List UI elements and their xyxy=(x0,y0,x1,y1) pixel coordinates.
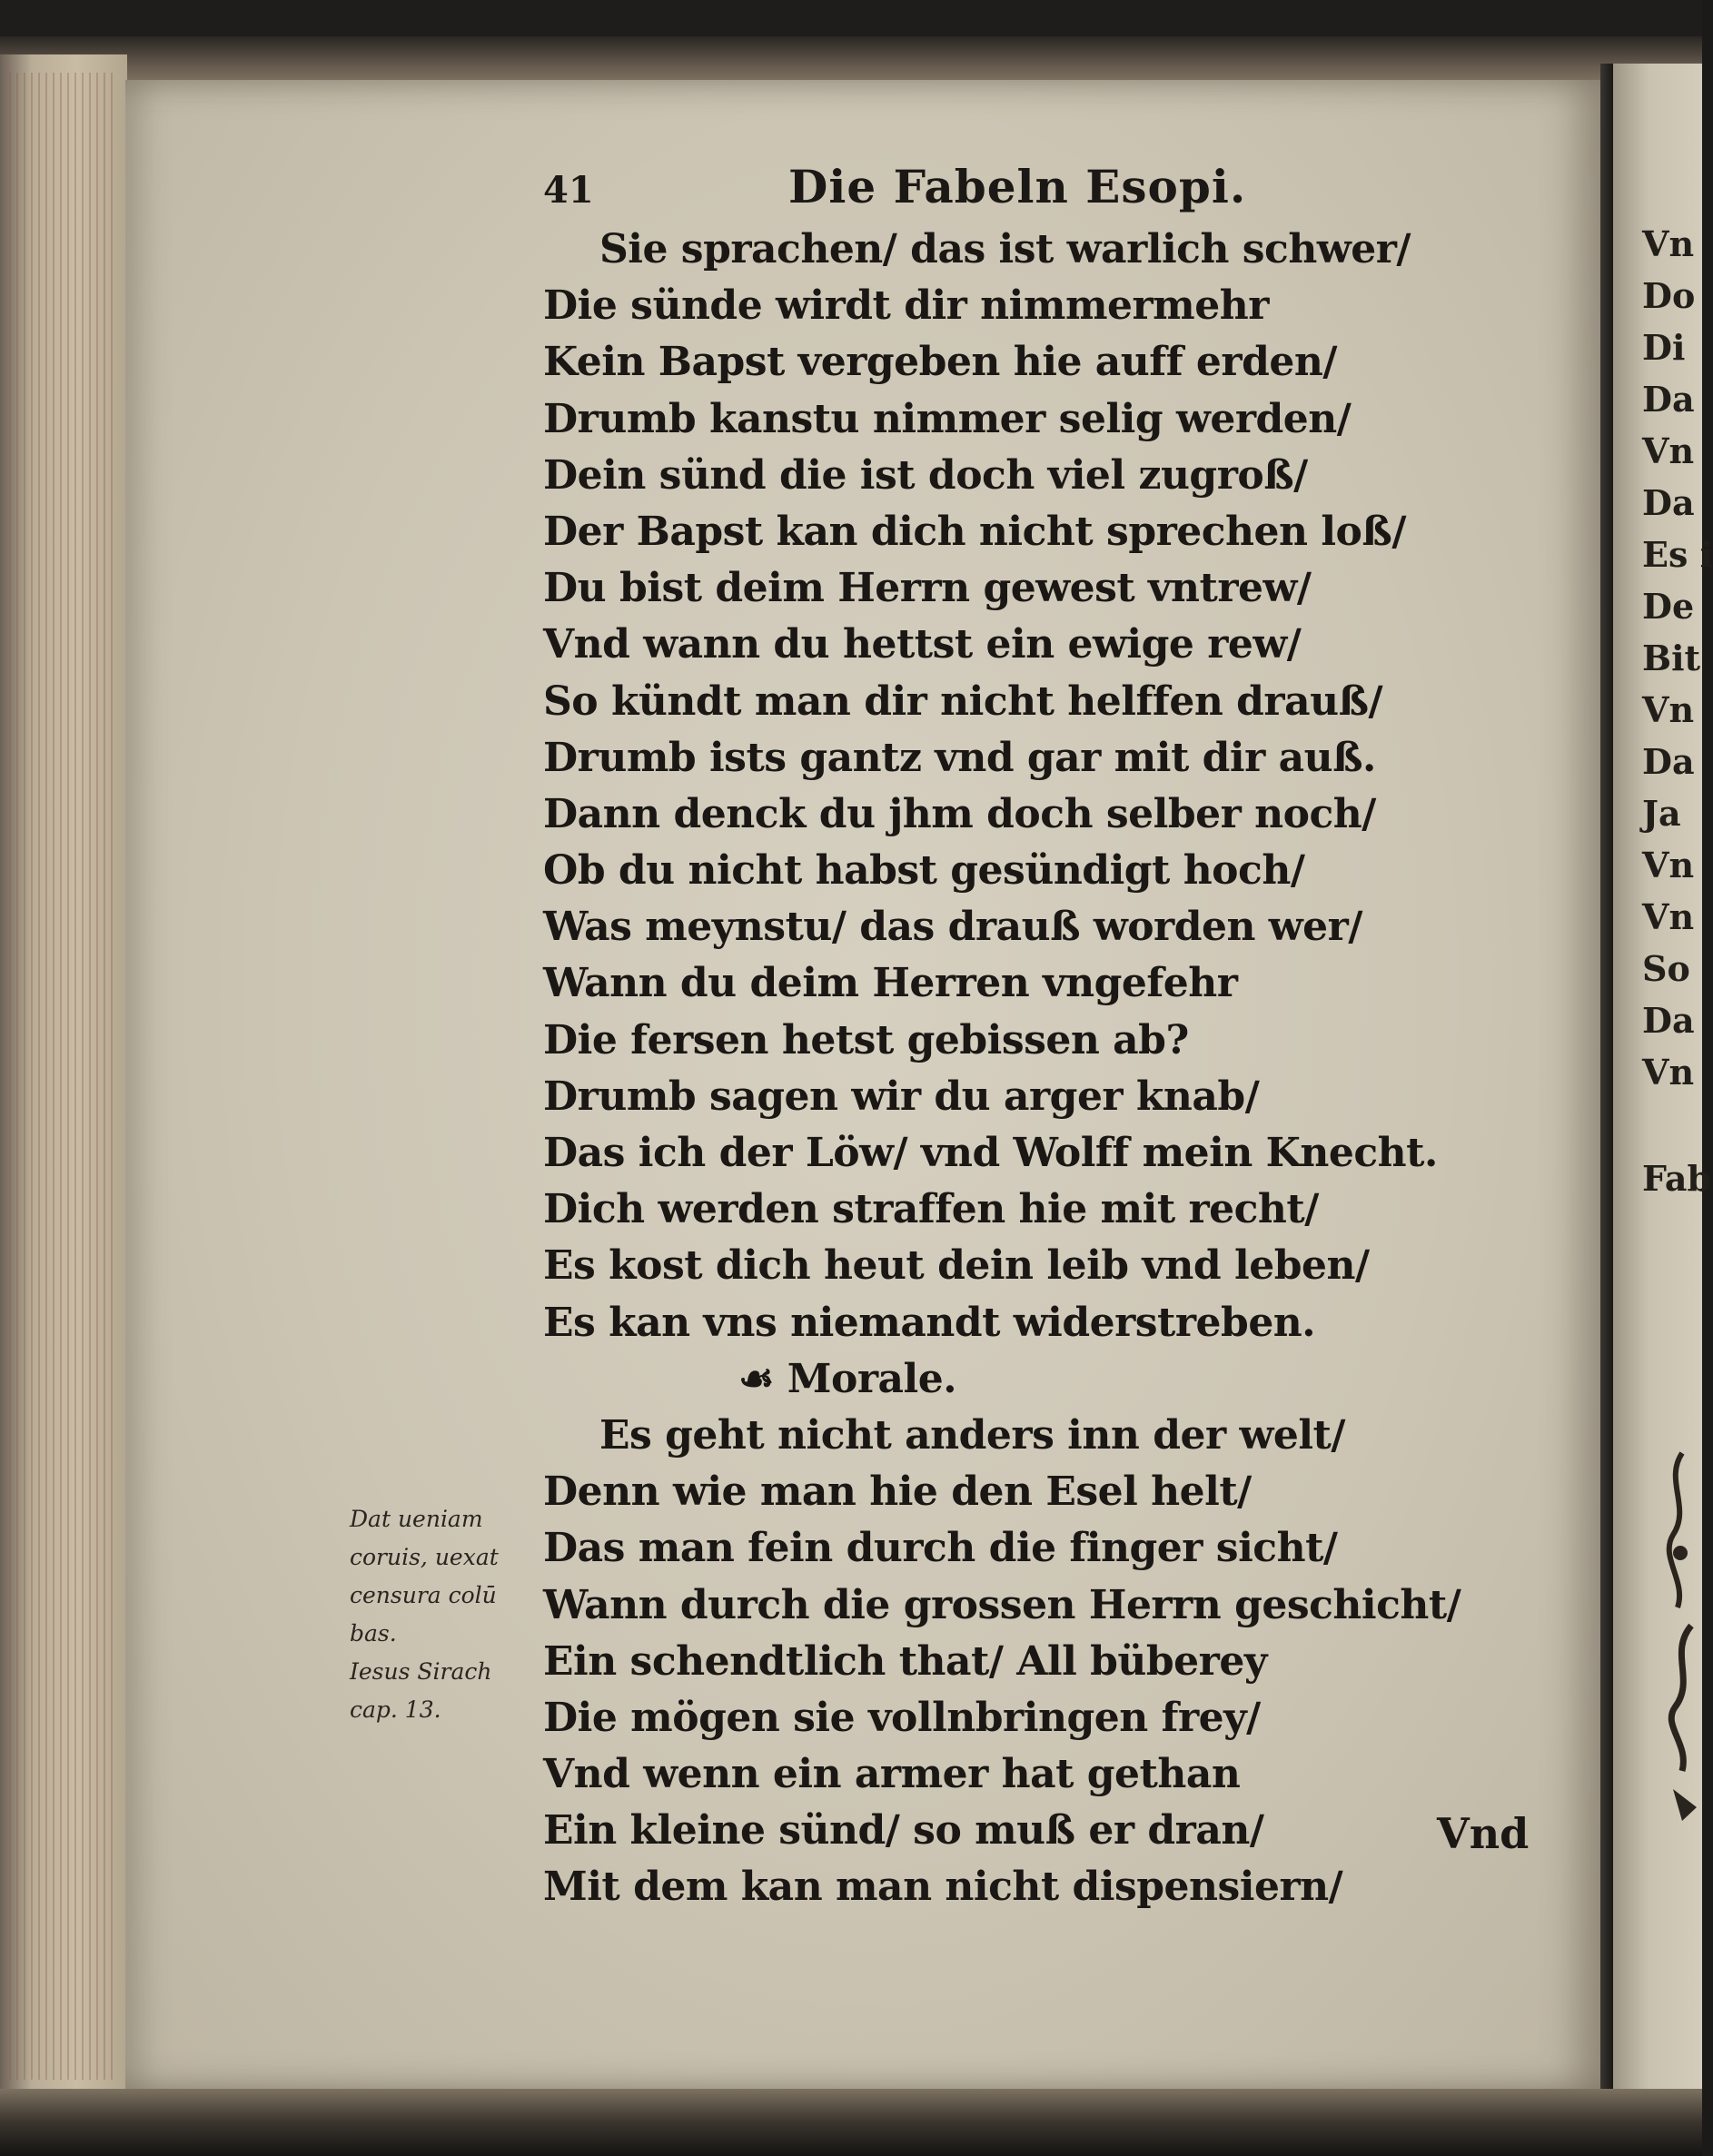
verse-line: Wann du deim Herren vngefehr xyxy=(543,960,1238,1007)
verse-line: Vnd wann du hettst ein ewige rew/ xyxy=(543,621,1302,668)
verse-line: Das ich der Löw/ vnd Wolff mein Knecht. xyxy=(543,1130,1438,1176)
woodcut-ornament-fragment xyxy=(1655,1444,1702,1825)
verse-line: Dein sünd die ist doch viel zugroß/ xyxy=(543,451,1308,499)
verse-line: Was meynstu/ das drauß worden wer/ xyxy=(543,904,1362,951)
fragment-line: Vn xyxy=(1642,689,1695,730)
verse-line: Die fersen hetst gebissen ab? xyxy=(543,1016,1189,1063)
fragment-line: Da xyxy=(1642,482,1695,523)
verse-line: Dann denck du jhm doch selber noch/ xyxy=(543,790,1376,837)
margin-note xyxy=(350,1500,531,1729)
fragment-line: Bit xyxy=(1642,638,1701,678)
page-header xyxy=(543,160,1246,214)
verse-line: Drumb kanstu nimmer selig werden/ xyxy=(543,395,1352,442)
verse-line: Es kost dich heut dein leib vnd leben/ xyxy=(543,1242,1370,1290)
fragment-line: Di xyxy=(1642,327,1686,368)
moral-line: Ein schendtlich that/ All büberey xyxy=(543,1637,1267,1685)
margin-note-line: cap. 13. xyxy=(350,1696,441,1723)
verse-line: Drumb ists gantz vnd gar mit dir auß. xyxy=(543,734,1376,781)
moral-line: Wann durch die grossen Herrn geschicht/ xyxy=(543,1581,1461,1628)
moral-line: Ein kleine sünd/ so muß er dran/ xyxy=(543,1807,1264,1854)
fragment-line: Ja xyxy=(1642,793,1681,834)
fragment-line: Da xyxy=(1642,1000,1695,1041)
verse-line: Ob du nicht habst gesündigt hoch/ xyxy=(543,847,1305,895)
verse-line: Drumb sagen wir du arger knab/ xyxy=(543,1073,1260,1120)
fragment-line: Vn xyxy=(1642,430,1695,471)
fragment-line: Da xyxy=(1642,379,1695,420)
book-gutter xyxy=(1600,64,1613,2107)
fragment-line: Do xyxy=(1642,275,1696,316)
fragment-line: Vn xyxy=(1642,223,1695,264)
verse-text xyxy=(543,222,1461,1916)
fragment-line: Vn xyxy=(1642,896,1695,937)
catchword: Vnd xyxy=(1437,1809,1530,1858)
moral-line: Das man fein durch die finger sicht/ xyxy=(543,1525,1338,1572)
moral-heading: ☙ Morale. xyxy=(738,1355,957,1402)
moral-line: Vnd wenn ein armer hat gethan xyxy=(543,1751,1241,1798)
next-page-text-fragments xyxy=(1642,218,1713,1204)
fragment-line: Es i xyxy=(1642,534,1713,575)
running-title: Die Fabeln Esopi. xyxy=(788,160,1247,213)
fragment-line: Vn xyxy=(1642,1052,1695,1093)
verse-line: Du bist deim Herrn gewest vntrew/ xyxy=(543,565,1312,612)
book-bottom-edge xyxy=(0,2089,1702,2156)
fragment-line: Vn xyxy=(1642,845,1695,885)
fragment-gap xyxy=(1642,1098,1702,1152)
fragment-line: Da xyxy=(1642,741,1695,782)
verse-line: Es kan vns niemandt widerstreben. xyxy=(543,1299,1316,1346)
verse-line: Die sünde wirdt dir nimmermehr xyxy=(543,282,1269,330)
margin-note-line: Dat ueniam xyxy=(350,1506,483,1532)
page-number: 41 xyxy=(543,169,594,212)
page-edge-lines xyxy=(9,73,118,2080)
margin-note-line: censura colū xyxy=(350,1582,497,1608)
verse-line: Kein Bapst vergeben hie auff erden/ xyxy=(543,339,1337,386)
fragment-line: De xyxy=(1642,586,1695,627)
moral-line: Die mögen sie vollnbringen frey/ xyxy=(543,1694,1261,1741)
margin-note-line: bas. xyxy=(350,1620,397,1647)
moral-line: Mit dem kan man nicht dispensiern/ xyxy=(543,1864,1343,1911)
verse-line: Dich werden straffen hie mit recht/ xyxy=(543,1186,1319,1233)
moral-line: Es geht nicht anders inn der welt/ xyxy=(599,1411,1345,1459)
fragment-line: So xyxy=(1642,948,1690,989)
verse-line: Der Bapst kan dich nicht sprechen loß/ xyxy=(543,508,1406,555)
margin-note-line: Iesus Sirach xyxy=(350,1658,492,1685)
fragment-line: Fab xyxy=(1642,1158,1712,1199)
verse-line: Sie sprachen/ das ist warlich schwer/ xyxy=(599,226,1411,272)
moral-line: Denn wie man hie den Esel helt/ xyxy=(543,1469,1252,1516)
verse-line: So kündt man dir nicht helffen drauß/ xyxy=(543,677,1383,725)
margin-note-line: coruis, uexat xyxy=(350,1544,499,1570)
